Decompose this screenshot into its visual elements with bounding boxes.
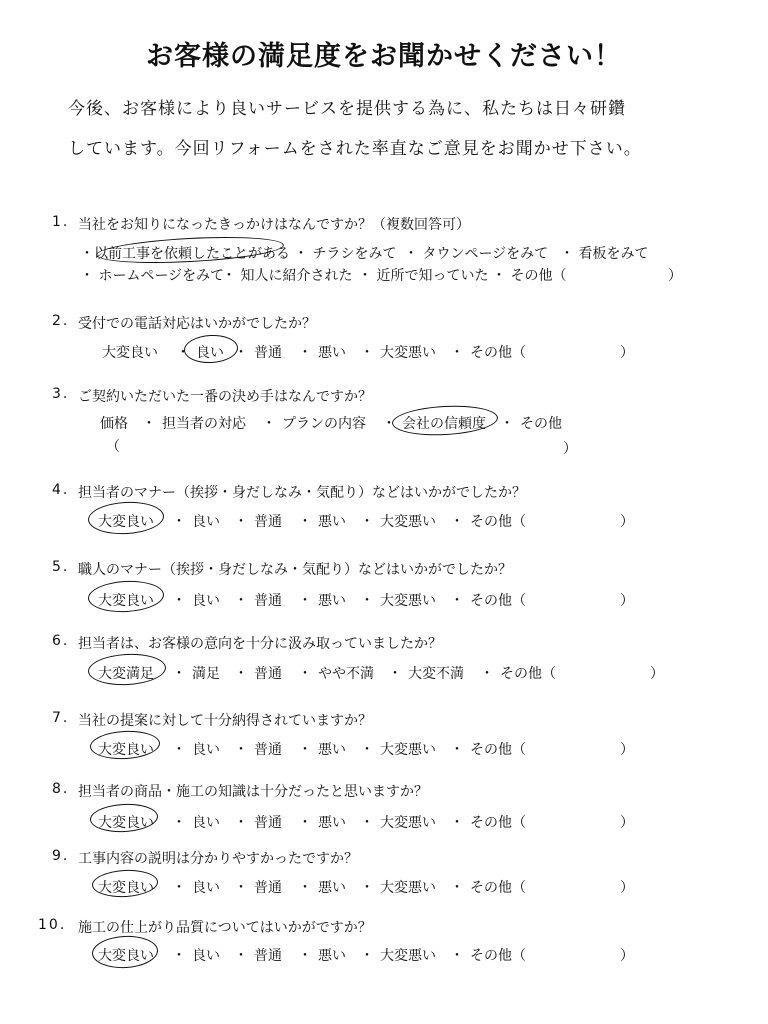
- option-very-bad[interactable]: 大変悪い: [380, 880, 436, 896]
- option-good[interactable]: 良い: [196, 345, 224, 361]
- question-number: 9.: [52, 848, 70, 864]
- option-bad[interactable]: 悪い: [318, 948, 346, 964]
- option-neighborhood[interactable]: ・ 近所で知っていた: [358, 268, 489, 284]
- answer-circle-mark: [183, 334, 238, 365]
- option-satisfied[interactable]: 満足: [192, 666, 220, 682]
- option-normal[interactable]: 普通: [254, 742, 282, 758]
- option-good[interactable]: 良い: [192, 742, 220, 758]
- option-other[interactable]: ・ その他（: [492, 268, 567, 284]
- question-text: 施工の仕上がり品質についてはいかがですか？: [78, 920, 372, 936]
- option-good[interactable]: 良い: [192, 948, 220, 964]
- separator-dot: ・: [298, 345, 312, 361]
- separator-dot: ・: [500, 416, 514, 432]
- separator-dot: ・: [234, 666, 248, 682]
- separator-dot: ・: [450, 514, 464, 530]
- separator-dot: ・: [298, 815, 312, 831]
- option-normal[interactable]: 普通: [254, 345, 282, 361]
- other-close-paren: ）: [620, 345, 634, 361]
- question-text: 当社の提案に対して十分納得されていますか？: [78, 713, 372, 729]
- option-very-good[interactable]: 大変良い: [98, 742, 154, 758]
- option-very-bad[interactable]: 大変悪い: [380, 593, 436, 609]
- separator-dot: ・: [298, 880, 312, 896]
- separator-dot: ・: [360, 593, 374, 609]
- other-close-paren: ）: [620, 815, 634, 831]
- separator-dot: ・: [360, 345, 374, 361]
- option-good[interactable]: 良い: [192, 593, 220, 609]
- other-close-paren: ）: [620, 514, 634, 530]
- option-homepage[interactable]: ・ ホームページをみて: [80, 268, 225, 284]
- option-very-bad[interactable]: 大変悪い: [380, 948, 436, 964]
- separator-dot: ・: [142, 416, 156, 432]
- option-very-good[interactable]: 大変良い: [98, 514, 154, 530]
- question-text: 担当者の商品・施工の知識は十分だったと思いますか？: [78, 784, 428, 800]
- survey-title: お客様の満足度をお聞かせください！: [146, 41, 622, 72]
- question-text: 当社をお知りになったきっかけはなんですか？（複数回答可）: [78, 217, 470, 233]
- other-close-paren: ）: [668, 268, 682, 284]
- other-close-paren: ）: [563, 441, 577, 457]
- separator-dot: ・: [234, 593, 248, 609]
- separator-dot: ・: [450, 593, 464, 609]
- separator-dot: ・: [450, 880, 464, 896]
- separator-dot: ・: [234, 880, 248, 896]
- separator-dot: ・: [234, 345, 248, 361]
- option-very-bad[interactable]: 大変悪い: [380, 345, 436, 361]
- separator-dot: ・: [176, 345, 190, 361]
- option-bad[interactable]: 悪い: [318, 593, 346, 609]
- separator-dot: ・: [234, 514, 248, 530]
- option-other[interactable]: その他（: [470, 514, 526, 530]
- option-bad[interactable]: 悪い: [318, 742, 346, 758]
- option-somewhat-dissatisfied[interactable]: やや不満: [318, 666, 374, 682]
- option-very-satisfied[interactable]: 大変満足: [98, 666, 154, 682]
- other-close-paren: ）: [650, 666, 664, 682]
- option-bad[interactable]: 悪い: [318, 880, 346, 896]
- option-price[interactable]: 価格: [100, 416, 128, 432]
- separator-dot: ・: [172, 880, 186, 896]
- other-close-paren: ）: [620, 880, 634, 896]
- option-normal[interactable]: 普通: [254, 593, 282, 609]
- option-very-good[interactable]: 大変良い: [98, 593, 154, 609]
- other-close-paren: ）: [620, 742, 634, 758]
- separator-dot: ・: [298, 593, 312, 609]
- separator-dot: ・: [298, 666, 312, 682]
- option-other[interactable]: その他（: [470, 593, 526, 609]
- other-close-paren: ）: [620, 948, 634, 964]
- separator-dot: ・: [450, 742, 464, 758]
- option-other[interactable]: その他（: [470, 948, 526, 964]
- option-previous-work[interactable]: ・以前工事を依頼したことがある: [80, 246, 290, 262]
- option-other[interactable]: その他（: [470, 880, 526, 896]
- option-normal[interactable]: 普通: [254, 880, 282, 896]
- option-normal[interactable]: 普通: [254, 815, 282, 831]
- option-company-trust[interactable]: 会社の信頼度: [402, 416, 486, 432]
- separator-dot: ・: [360, 742, 374, 758]
- option-other[interactable]: その他（: [470, 742, 526, 758]
- separator-dot: ・: [450, 948, 464, 964]
- separator-dot: ・: [450, 815, 464, 831]
- option-very-good[interactable]: 大変良い: [98, 948, 154, 964]
- separator-dot: ・: [388, 666, 402, 682]
- intro-line-1: 今後、お客様により良いサービスを提供する為に、私たちは日々研鑽: [68, 99, 626, 119]
- separator-dot: ・: [480, 666, 494, 682]
- separator-dot: ・: [298, 742, 312, 758]
- separator-dot: ・: [172, 948, 186, 964]
- separator-dot: ・: [234, 742, 248, 758]
- question-number: 1.: [52, 214, 70, 230]
- option-flyer[interactable]: ・ チラシをみて: [294, 246, 397, 262]
- option-very-bad[interactable]: 大変悪い: [380, 742, 436, 758]
- option-bad[interactable]: 悪い: [318, 815, 346, 831]
- question-number: 10.: [38, 917, 67, 933]
- question-text: 職人のマナー（挨拶・身だしなみ・気配り）などはいかがでしたか？: [78, 562, 512, 578]
- question-number: 2.: [52, 313, 70, 329]
- option-bad[interactable]: 悪い: [318, 345, 346, 361]
- question-text: 工事内容の説明は分かりやすかったですか？: [78, 851, 358, 867]
- question-number: 8.: [52, 781, 70, 797]
- option-friend-referral[interactable]: ・ 知人に紹介された: [222, 268, 353, 284]
- option-very-good[interactable]: 大変良い: [102, 345, 158, 361]
- separator-dot: ・: [298, 514, 312, 530]
- separator-dot: ・: [298, 948, 312, 964]
- option-good[interactable]: 良い: [192, 514, 220, 530]
- separator-dot: ・: [360, 948, 374, 964]
- option-good[interactable]: 良い: [192, 815, 220, 831]
- intro-line-2: しています。今回リフォームをされた率直なご意見をお聞かせ下さい。: [68, 139, 642, 159]
- option-signboard[interactable]: ・ 看板をみて: [560, 246, 649, 262]
- separator-dot: ・: [172, 514, 186, 530]
- option-very-good[interactable]: 大変良い: [98, 880, 154, 896]
- option-normal[interactable]: 普通: [254, 514, 282, 530]
- separator-dot: ・: [234, 948, 248, 964]
- separator-dot: ・: [172, 666, 186, 682]
- separator-dot: ・: [262, 416, 276, 432]
- option-very-bad[interactable]: 大変悪い: [380, 514, 436, 530]
- option-staff-response[interactable]: 担当者の対応: [162, 416, 246, 432]
- option-other[interactable]: その他: [520, 416, 562, 432]
- question-number: 5.: [52, 559, 70, 575]
- answer-circle-mark: [87, 652, 167, 687]
- question-number: 7.: [52, 710, 70, 726]
- question-text: 担当者のマナー（挨拶・身だしなみ・気配り）などはいかがでしたか？: [78, 485, 526, 501]
- question-number: 4.: [52, 482, 70, 498]
- other-close-paren: ）: [620, 593, 634, 609]
- separator-dot: ・: [172, 815, 186, 831]
- option-other[interactable]: その他（: [500, 666, 556, 682]
- question-text: 受付での電話対応はいかがでしたか？: [78, 316, 316, 332]
- option-very-bad[interactable]: 大変悪い: [380, 815, 436, 831]
- separator-dot: ・: [450, 345, 464, 361]
- option-bad[interactable]: 悪い: [318, 514, 346, 530]
- option-very-good[interactable]: 大変良い: [98, 815, 154, 831]
- option-good[interactable]: 良い: [192, 880, 220, 896]
- separator-dot: ・: [172, 742, 186, 758]
- other-open-paren: （: [106, 439, 120, 455]
- question-number: 3.: [52, 386, 70, 402]
- option-phonebook[interactable]: ・ タウンページをみて: [404, 246, 549, 262]
- option-normal[interactable]: 普通: [254, 666, 282, 682]
- question-text: 担当者は、お客様の意向を十分に汲み取っていましたか？: [78, 636, 442, 652]
- separator-dot: ・: [360, 880, 374, 896]
- separator-dot: ・: [172, 593, 186, 609]
- option-plan-content[interactable]: プランの内容: [282, 416, 366, 432]
- separator-dot: ・: [360, 514, 374, 530]
- question-text: ご契約いただいた一番の決め手はなんですか？: [78, 389, 372, 405]
- option-other[interactable]: その他（: [470, 345, 526, 361]
- separator-dot: ・: [382, 416, 396, 432]
- separator-dot: ・: [234, 815, 248, 831]
- question-number: 6.: [52, 633, 70, 649]
- option-other[interactable]: その他（: [470, 815, 526, 831]
- option-very-dissatisfied[interactable]: 大変不満: [408, 666, 464, 682]
- separator-dot: ・: [360, 815, 374, 831]
- option-normal[interactable]: 普通: [254, 948, 282, 964]
